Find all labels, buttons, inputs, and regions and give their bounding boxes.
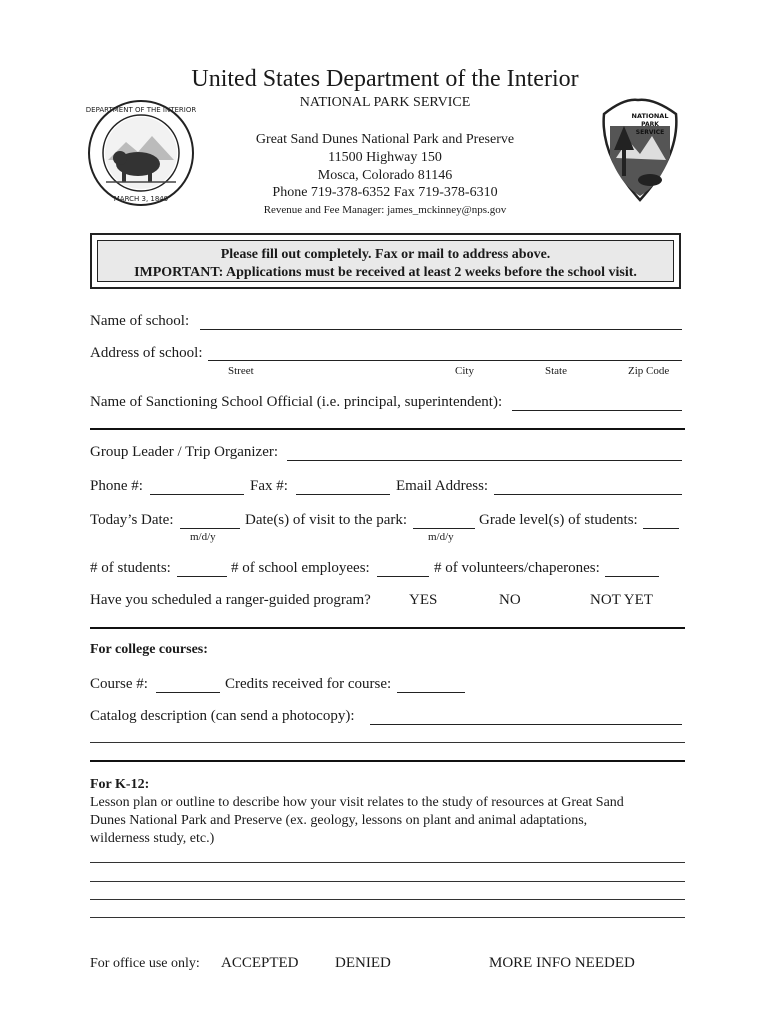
city-address: Mosca, Colorado 81146 bbox=[317, 168, 453, 183]
k12-instructions-2: Dunes National Park and Preserve (ex. geology, lessons on plant and animal adaptations, bbox=[90, 813, 588, 828]
visit-dates-format: m/d/y bbox=[428, 531, 454, 543]
credits-field[interactable] bbox=[397, 692, 465, 693]
school-name-field[interactable] bbox=[200, 329, 682, 330]
volunteers-label: # of volunteers/chaperones: bbox=[434, 560, 600, 576]
school-name-label: Name of school: bbox=[90, 313, 190, 329]
college-heading: For college courses: bbox=[90, 642, 208, 657]
catalog-description-field[interactable] bbox=[370, 724, 682, 725]
todays-date-field[interactable] bbox=[180, 528, 240, 529]
svg-text:SERVICE: SERVICE bbox=[635, 129, 665, 136]
k12-instructions-1: Lesson plan or outline to describe how your visit relates to the study of resources at Great Sand bbox=[90, 795, 624, 810]
course-number-label: Course #: bbox=[90, 676, 148, 692]
zip-caption: Zip Code bbox=[628, 365, 670, 377]
grade-level-label: Grade level(s) of students: bbox=[479, 512, 638, 528]
official-label: Name of Sanctioning School Official (i.e. principal, superintendent): bbox=[90, 394, 503, 410]
street-caption: Street bbox=[228, 365, 254, 377]
section-divider bbox=[90, 760, 685, 762]
phone-label: Phone #: bbox=[90, 478, 143, 494]
students-label: # of students: bbox=[90, 560, 171, 576]
volunteers-field[interactable] bbox=[605, 576, 659, 577]
notice-box bbox=[90, 233, 681, 289]
catalog-description-line[interactable] bbox=[90, 742, 685, 743]
course-number-field[interactable] bbox=[156, 692, 220, 693]
svg-text:PARK: PARK bbox=[641, 121, 659, 128]
catalog-description-label: Catalog description (can send a photocopy): bbox=[90, 708, 355, 724]
park-name: Great Sand Dunes National Park and Preserve bbox=[255, 132, 515, 147]
ranger-no-option[interactable]: NO bbox=[499, 592, 521, 608]
fax-field[interactable] bbox=[296, 494, 390, 495]
credits-label: Credits received for course: bbox=[225, 676, 392, 692]
visit-dates-field[interactable] bbox=[413, 528, 475, 529]
ranger-yes-option[interactable]: YES bbox=[409, 592, 438, 608]
lesson-plan-line[interactable] bbox=[90, 917, 685, 918]
section-divider bbox=[90, 627, 685, 629]
phone-fax: Phone 719-378-6352 Fax 719-378-6310 bbox=[272, 185, 498, 200]
employees-label: # of school employees: bbox=[231, 560, 370, 576]
street-address: 11500 Highway 150 bbox=[328, 150, 442, 165]
denied-option[interactable]: DENIED bbox=[335, 955, 391, 971]
more-info-needed-option[interactable]: MORE INFO NEEDED bbox=[489, 955, 635, 971]
k12-instructions-3: wilderness study, etc.) bbox=[90, 831, 215, 846]
todays-date-format: m/d/y bbox=[190, 531, 216, 543]
fee-manager-contact: Revenue and Fee Manager: james_mckinney@nps.gov bbox=[263, 204, 507, 216]
svg-text:DEPARTMENT OF THE INTERIOR: DEPARTMENT OF THE INTERIOR bbox=[86, 106, 196, 114]
grade-level-field[interactable] bbox=[643, 528, 679, 529]
employees-field[interactable] bbox=[377, 576, 429, 577]
email-field[interactable] bbox=[494, 494, 682, 495]
school-address-field[interactable] bbox=[208, 360, 682, 361]
visit-dates-label: Date(s) of visit to the park: bbox=[245, 512, 408, 528]
phone-field[interactable] bbox=[150, 494, 244, 495]
office-use-label: For office use only: bbox=[90, 956, 200, 971]
lesson-plan-line[interactable] bbox=[90, 881, 685, 882]
official-field[interactable] bbox=[512, 410, 682, 411]
accepted-option[interactable]: ACCEPTED bbox=[221, 955, 299, 971]
notice-line-1: Please fill out completely. Fax or mail to address above. bbox=[220, 247, 551, 262]
lesson-plan-line[interactable] bbox=[90, 862, 685, 863]
ranger-program-label: Have you scheduled a ranger-guided program? bbox=[90, 592, 371, 608]
group-leader-label: Group Leader / Trip Organizer: bbox=[90, 444, 279, 460]
todays-date-label: Today’s Date: bbox=[90, 512, 174, 528]
svg-text:NATIONAL: NATIONAL bbox=[631, 112, 669, 120]
school-address-label: Address of school: bbox=[90, 345, 203, 361]
city-caption: City bbox=[455, 365, 474, 377]
ranger-not-yet-option[interactable]: NOT YET bbox=[590, 592, 653, 608]
notice-line-2: IMPORTANT: Applications must be received at least 2 weeks before the school visit. bbox=[134, 265, 637, 280]
students-field[interactable] bbox=[177, 576, 227, 577]
group-leader-field[interactable] bbox=[287, 460, 682, 461]
svg-text:MARCH 3, 1849: MARCH 3, 1849 bbox=[113, 195, 169, 203]
section-divider bbox=[90, 428, 685, 430]
lesson-plan-line[interactable] bbox=[90, 899, 685, 900]
email-label: Email Address: bbox=[396, 478, 489, 494]
state-caption: State bbox=[545, 365, 567, 377]
k12-heading: For K-12: bbox=[90, 777, 150, 792]
agency-name: NATIONAL PARK SERVICE bbox=[299, 95, 471, 110]
page-title: United States Department of the Interior bbox=[191, 66, 579, 92]
fax-label: Fax #: bbox=[250, 478, 288, 494]
